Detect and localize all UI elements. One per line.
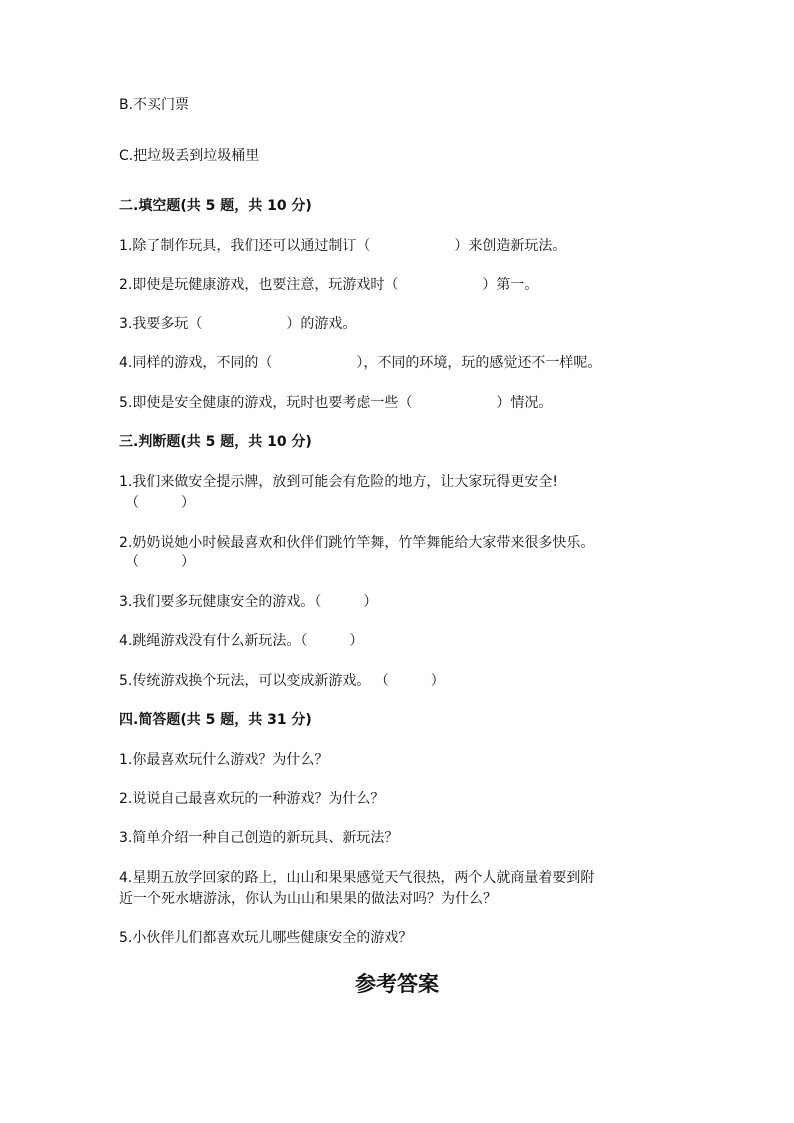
fill-blank-question: 3.我要多玩（ ）的游戏。 <box>119 316 357 332</box>
short-answer-question: 5.小伙伴儿们都喜欢玩儿哪些健康安全的游戏？ <box>119 930 413 946</box>
true-false-question: 3.我们要多玩健康安全的游戏。（ ） <box>119 594 378 610</box>
section-heading-true-false: 三.判断题(共 5 题，共 10 分) <box>119 434 312 450</box>
fill-blank-question: 5.即使是安全健康的游戏，玩时也要考虑一些（ ）情况。 <box>119 395 553 411</box>
option-c: C.把垃圾丢到垃圾桶里 <box>119 148 260 164</box>
option-b: B.不买门票 <box>119 97 190 113</box>
section-heading-fill-blank: 二.填空题(共 5 题，共 10 分) <box>119 198 312 214</box>
short-answer-question: 1.你最喜欢玩什么游戏？为什么？ <box>119 752 329 768</box>
section-heading-short-answer: 四.简答题(共 5 题，共 31 分) <box>119 712 312 728</box>
fill-blank-question: 1.除了制作玩具，我们还可以通过制订（ ）来创造新玩法。 <box>119 238 567 254</box>
true-false-question: 1.我们来做安全提示牌，放到可能会有危险的地方，让大家玩得更安全! <box>119 474 558 490</box>
fill-blank-question: 2.即使是玩健康游戏，也要注意，玩游戏时（ ）第一。 <box>119 277 539 293</box>
fill-blank-question: 4.同样的游戏，不同的（ ），不同的环境，玩的感觉还不一样呢。 <box>119 355 602 371</box>
true-false-question: 2.奶奶说她小时候最喜欢和伙伴们跳竹竿舞，竹竿舞能给大家带来很多快乐。 <box>119 535 595 551</box>
short-answer-question: 2.说说自己最喜欢玩的一种游戏？为什么？ <box>119 791 385 807</box>
short-answer-question: 3.简单介绍一种自己创造的新玩具、新玩法？ <box>119 830 399 846</box>
true-false-question: 5.传统游戏换个玩法，可以变成新游戏。 （ ） <box>119 673 445 689</box>
true-false-answer-blank: （ ） <box>125 495 195 511</box>
short-answer-question-continued: 近一个死水塘游泳，你认为山山和果果的做法对吗？为什么？ <box>119 891 497 907</box>
true-false-question: 4.跳绳游戏没有什么新玩法。（ ） <box>119 633 364 649</box>
true-false-answer-blank: （ ） <box>125 554 195 570</box>
short-answer-question: 4.星期五放学回家的路上，山山和果果感觉天气很热，两个人就商量着要到附 <box>119 870 595 886</box>
answer-key-title: 参考答案 <box>355 971 439 996</box>
